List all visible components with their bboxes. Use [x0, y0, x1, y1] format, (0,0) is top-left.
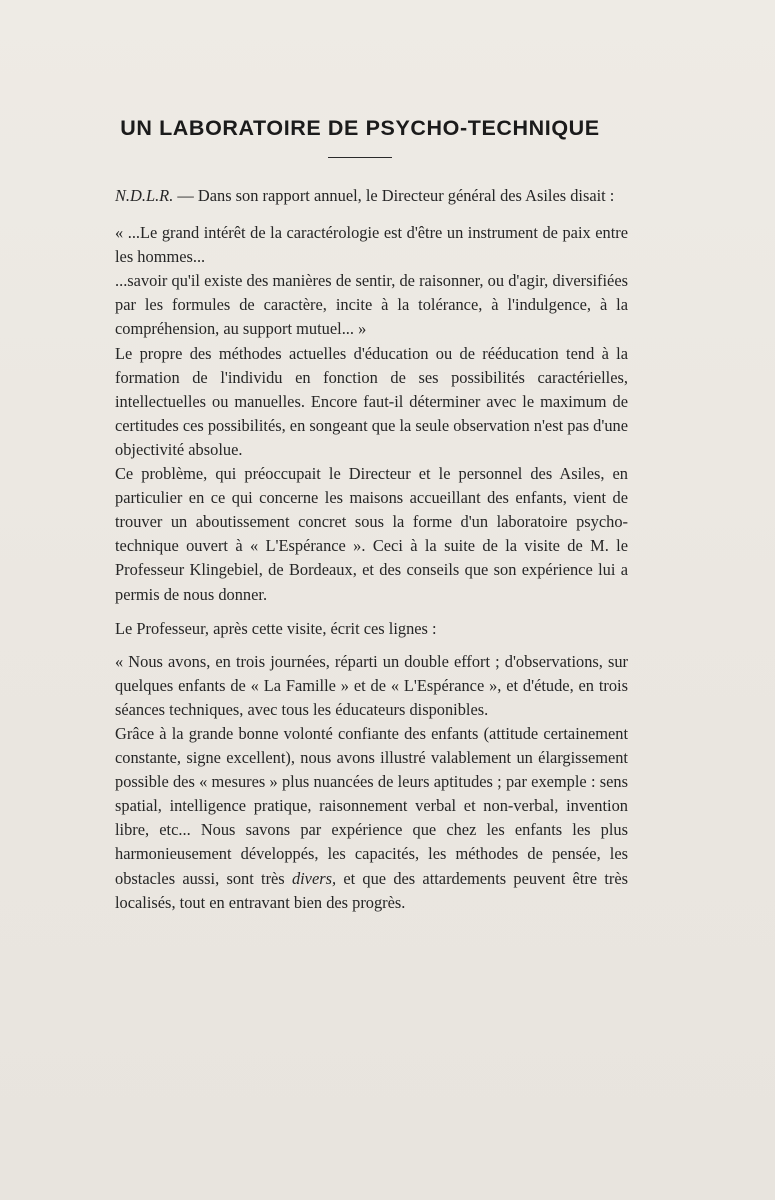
paragraph-quote-3: « Nous avons, en trois journées, réparti un double effort ; d'observations, sur quelques enfants de « La Famille » et de « L'Espérance », et d'étude, en trois séances techniques, avec tous les éducateurs disponibles.	[115, 651, 628, 719]
ndlr-lead: N.D.L.R.	[115, 186, 174, 205]
ndlr-text: — Dans son rapport annuel, le Directeur général des Asiles disait :	[173, 186, 615, 205]
page-title: UN LABORATOIRE DE PSYCHO-TECHNIQUE	[120, 116, 600, 140]
paragraph-problem: Ce problème, qui préoccupait le Directeur et le personnel des Asiles, en particulier en ce qui concerne les maisons accueillant des enfants, vient de trouver un aboutissement concret sous la forme d'un laboratoire psycho-technique ouvert à « L'Espérance ». Ceci à la suite de la visite de M. le Professeur Klingebiel, de Bordeaux, et des conseils que son expérience lui a permis de nous donner.	[115, 464, 628, 604]
paragraph-quote-1: « ...Le grand intérêt de la caractérologie est d'être un instrument de paix entre les hommes...	[115, 223, 628, 267]
article-body	[115, 184, 628, 915]
paragraph-professor: Le Professeur, après cette visite, écrit ces lignes :	[115, 618, 437, 638]
paragraph-ndlr	[115, 184, 628, 208]
paragraph-quote-2: ...savoir qu'il existe des manières de sentir, de raisonner, ou d'agir, diversifiées par les formules de caractère, incite à la tolérance, à l'indulgence, à la compréhension, au support mutuel... »	[115, 271, 628, 339]
grace-text-before: Grâce à la grande bonne volonté confiante des enfants (attitude certainement constante, signe excellent), nous avons illustré valablement un élargissement possible des « mesures » plus nuancées de leurs aptitudes ; par exemple : sens spatial, intelligence pratique, raisonnement verbal et non-verbal, invention libre, etc... Nous savons par expérience que chez les enfants les plus harmonieusement développés, les capacités, les méthodes de pensée, les obstacles aussi, sont très	[115, 723, 628, 888]
paragraph-methods: Le propre des méthodes actuelles d'éducation ou de rééducation tend à la formation de l'individu en fonction de ses possibilités caractérielles, intellectuelles ou manuelles. Encore faut-il déterminer avec le maximum de certitudes ces possibilités, en songeant que la seule observation n'est pas d'une objectivité absolue.	[115, 343, 628, 459]
spacer	[115, 641, 628, 650]
grace-text-after: et que des attardements peuvent être très localisés, tout en entravant bien des progrès.	[115, 868, 628, 912]
paragraph-grace	[115, 722, 628, 915]
spacer	[115, 607, 628, 617]
title-divider	[328, 157, 392, 158]
grace-emphasis: divers,	[291, 868, 337, 888]
spacer	[115, 208, 628, 221]
